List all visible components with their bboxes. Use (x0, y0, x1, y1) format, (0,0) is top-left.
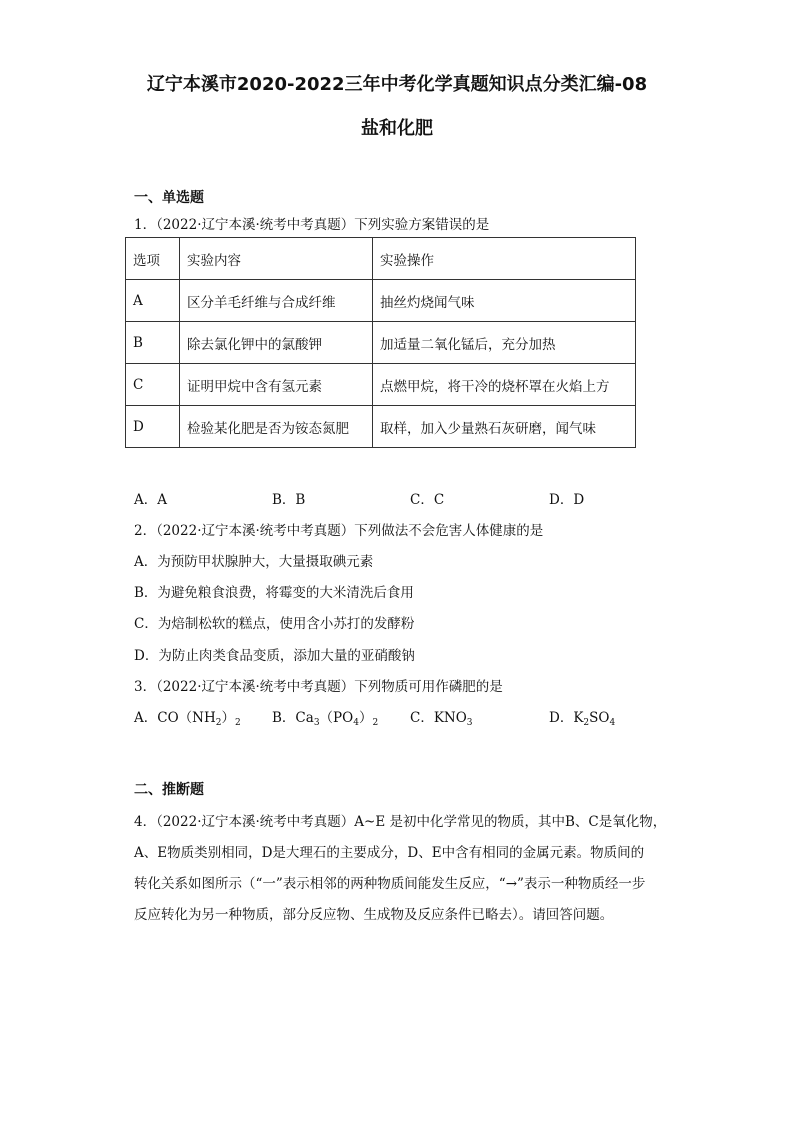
table-cell: A (126, 280, 180, 322)
question-1-option-d: D．D (549, 492, 585, 508)
formula-subscript: 3 (466, 718, 473, 728)
question-3-option-c (410, 706, 473, 728)
formula-subscript: 4 (609, 718, 616, 728)
table-header-cell: 实验操作 (373, 238, 636, 280)
question-2-option-a: A．为预防甲状腺肿大，大量摄取碘元素 (134, 554, 374, 570)
table-cell: 检验某化肥是否为铵态氮肥 (180, 406, 373, 448)
formula-subscript: 2 (215, 718, 222, 728)
formula-text: C．KNO (410, 710, 467, 726)
formula-subscript: 4 (353, 718, 359, 728)
question-2-stem: 2．（2022·辽宁本溪·统考中考真题）下列做法不会危害人体健康的是 (134, 523, 544, 539)
formula-subscript: 2 (372, 718, 379, 728)
question-4-line: 转化关系如图所示（“一”表示相邻的两种物质间能发生反应，“→”表示一种物质经一步 (134, 876, 646, 892)
formula-text: A．CO（NH (134, 710, 216, 726)
section-heading-single-choice: 一、单选题 (134, 190, 204, 206)
document-title-line1: 辽宁本溪市2020-2022三年中考化学真题知识点分类汇编-08 (146, 74, 648, 95)
formula-subscript: 2 (583, 718, 590, 728)
question-4-line: 4．（2022·辽宁本溪·统考中考真题）A~E 是初中化学常见的物质，其中B、C是氧化物， (134, 814, 667, 830)
question-1-stem: 1．（2022·辽宁本溪·统考中考真题）下列实验方案错误的是 (134, 217, 490, 233)
table-row (126, 280, 636, 322)
question-1-option-c: C．C (410, 492, 445, 508)
question-1-option-a: A．A (134, 492, 167, 508)
table-row (126, 322, 636, 364)
question-3-option-d (549, 706, 615, 728)
table-cell: C (126, 364, 180, 406)
section-heading-inference: 二、推断题 (134, 782, 204, 798)
formula-text: B．Ca (272, 710, 314, 726)
formula-text: ） (358, 710, 373, 726)
table-row (126, 406, 636, 448)
formula-text: SO (589, 710, 610, 726)
table-header-cell: 选项 (126, 238, 180, 280)
table-cell: 证明甲烷中含有氢元素 (180, 364, 373, 406)
formula-subscript: 2 (234, 718, 241, 728)
formula-text: D．K (549, 710, 584, 726)
table-cell: 除去氯化钾中的氯酸钾 (180, 322, 373, 364)
formula-text: ） (221, 710, 235, 726)
formula-subscript: 3 (313, 718, 320, 728)
table-header-row (126, 238, 636, 280)
formula-text: （PO (319, 710, 354, 726)
table-header-cell: 实验内容 (180, 238, 373, 280)
table-cell: B (126, 322, 180, 364)
question-2-option-b: B．为避免粮食浪费，将霉变的大米清洗后食用 (134, 585, 414, 601)
question-3-stem: 3．（2022·辽宁本溪·统考中考真题）下列物质可用作磷肥的是 (134, 679, 503, 695)
table-cell: 点燃甲烷，将干冷的烧杯罩在火焰上方 (373, 364, 636, 406)
question-3-option-b (272, 706, 378, 728)
question-3-option-a (134, 706, 241, 728)
question-4-line: A、E物质类别相同，D是大理石的主要成分，D、E中含有相同的金属元素。物质间的 (134, 845, 645, 861)
table-cell: 取样，加入少量熟石灰研磨，闻气味 (373, 406, 636, 448)
table-row (126, 364, 636, 406)
table-cell: 加适量二氧化锰后，充分加热 (373, 322, 636, 364)
question-2-option-c: C．为焙制松软的糕点，使用含小苏打的发酵粉 (134, 616, 415, 632)
question-1-table (125, 237, 636, 448)
question-2-option-d: D．为防止肉类食品变质，添加大量的亚硝酸钠 (134, 648, 415, 664)
table-cell: 抽丝灼烧闻气味 (373, 280, 636, 322)
question-4-line: 反应转化为另一种物质，部分反应物、生成物及反应条件已略去）。请回答问题。 (134, 907, 614, 923)
document-title-line2: 盐和化肥 (361, 118, 433, 139)
question-1-option-b: B．B (272, 492, 306, 508)
table-cell: 区分羊毛纤维与合成纤维 (180, 280, 373, 322)
table-cell: D (126, 406, 180, 448)
